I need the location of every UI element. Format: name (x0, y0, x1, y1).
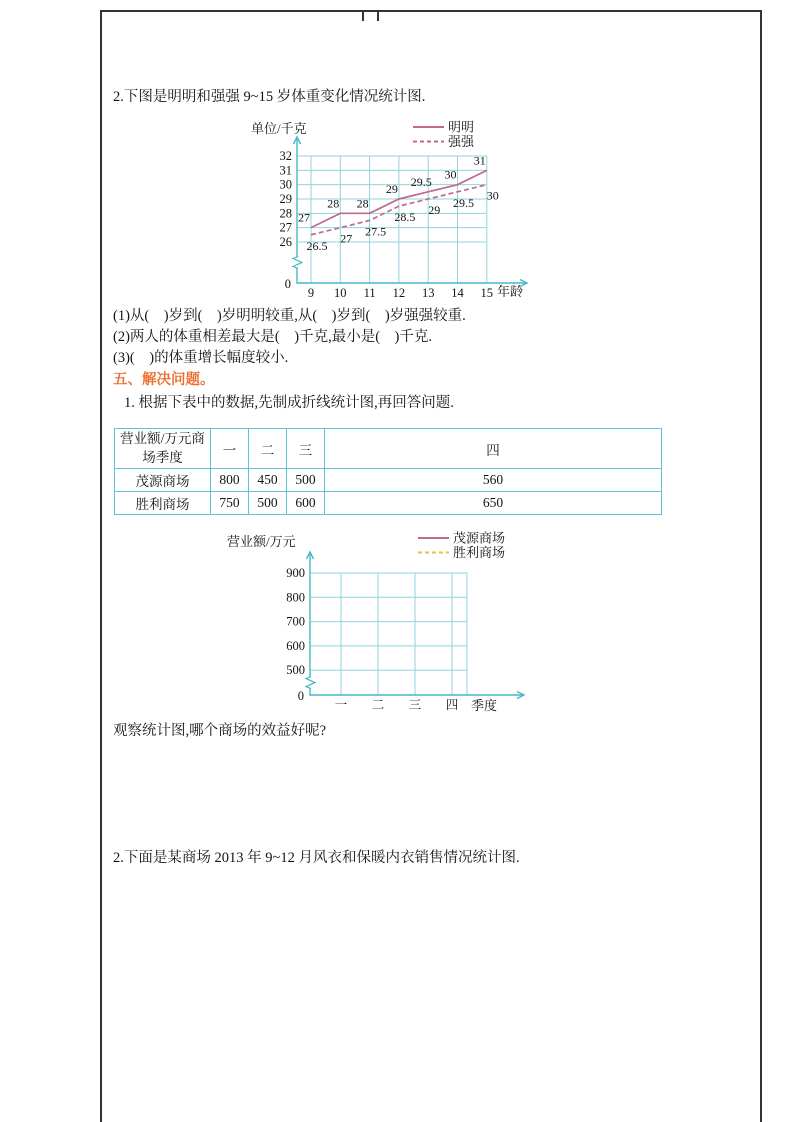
revenue-line-chart (227, 531, 524, 714)
axis-break-mark (306, 677, 315, 689)
page-border-mark (362, 11, 364, 21)
y-tick-label: 900 (286, 566, 305, 580)
y-tick-label: 30 (279, 177, 292, 192)
legend-label: 明明 (448, 119, 475, 135)
table-cell: 600 (287, 492, 325, 515)
legend-label: 胜利商场 (453, 545, 506, 560)
table-cell: 750 (211, 492, 249, 515)
x-tick-label: 15 (480, 286, 494, 300)
question2-intro: 2.下图是明明和强强 9~15 岁体重变化情况统计图. (113, 89, 426, 105)
y-axis-arrow (307, 552, 314, 559)
column-header-2: 二 (249, 429, 287, 469)
x-tick-label: 二 (371, 698, 385, 712)
y-tick-label: 32 (279, 149, 292, 163)
x-tick-label: 四 (445, 698, 459, 712)
y-axis-title: 营业额/万元 (227, 534, 296, 549)
y-tick-label: 500 (286, 663, 305, 678)
question2-sub1: (1)从( )岁到( )岁明明较重,从( )岁到( )岁强强较重. (113, 308, 466, 324)
table-corner-cell (115, 429, 211, 469)
table-cell: 800 (211, 469, 249, 492)
section5-q2: 2.下面是某商场 2013 年 9~12 月风衣和保暖内衣销售情况统计图. (113, 850, 520, 866)
point-label: 27 (298, 210, 310, 225)
point-label: 30 (486, 188, 499, 203)
origin-label: 0 (297, 689, 304, 703)
page-border-left (100, 10, 102, 1122)
point-label: 27 (340, 231, 353, 246)
point-label: 29 (428, 202, 441, 217)
x-axis-title: 年龄 (497, 284, 524, 299)
x-tick-label: 一 (334, 698, 348, 712)
axis-break-gap (295, 256, 299, 268)
table-cell: 500 (249, 492, 287, 515)
y-tick-label: 700 (286, 614, 305, 629)
legend-label: 茂源商场 (453, 530, 506, 546)
section5-q1: 1. 根据下表中的数据,先制成折线统计图,再回答问题. (124, 395, 454, 411)
page-border-right (760, 10, 762, 1122)
y-tick-label: 800 (286, 590, 305, 605)
revenue-table (114, 428, 662, 515)
page-border-top (100, 10, 762, 12)
table-header-row (115, 429, 662, 469)
corner-line1: 营业额/万元商 (120, 431, 205, 447)
table-cell: 450 (249, 469, 287, 492)
x-axis-arrow (517, 692, 524, 699)
table-cell: 560 (325, 469, 662, 492)
observe-question: 观察统计图,哪个商场的效益好呢? (113, 723, 327, 739)
axis-break-gap (308, 677, 312, 689)
origin-label: 0 (284, 277, 291, 291)
table-cell: 650 (325, 492, 662, 515)
y-tick-label: 600 (286, 638, 305, 653)
y-axis-title: 单位/千克 (251, 121, 307, 136)
x-axis-title: 季度 (471, 698, 498, 713)
series-line (311, 167, 487, 227)
x-tick-label: 14 (451, 286, 464, 300)
point-label: 28 (356, 196, 369, 211)
legend-label: 强强 (448, 134, 475, 149)
section5-heading: 五、解决问题。 (113, 372, 215, 388)
x-tick-label: 13 (421, 286, 435, 300)
point-label: 29.5 (410, 174, 432, 189)
x-tick-label: 三 (408, 698, 422, 712)
x-tick-label: 9 (307, 286, 315, 300)
point-label: 30 (444, 167, 457, 182)
x-tick-label: 10 (334, 286, 347, 300)
point-label: 29 (385, 181, 398, 196)
x-tick-label: 12 (392, 286, 406, 300)
x-tick-label: 11 (363, 286, 376, 300)
y-tick-label: 29 (279, 191, 292, 206)
weight-line-chart (251, 120, 527, 301)
y-axis-arrow (294, 137, 301, 144)
column-header-1: 一 (211, 429, 249, 469)
table-cell: 500 (287, 469, 325, 492)
axis-break-mark (293, 256, 302, 268)
x-axis-arrow (520, 280, 527, 287)
y-tick-label: 27 (279, 220, 292, 235)
corner-line2: 场季度 (142, 449, 183, 465)
table-row (115, 492, 662, 515)
y-tick-label: 28 (279, 206, 292, 221)
y-tick-label: 26 (279, 234, 292, 249)
page-border-mark (377, 11, 379, 21)
point-label: 31 (473, 153, 486, 168)
column-header-4: 四 (325, 429, 662, 469)
series-line (311, 185, 487, 235)
point-label: 27.5 (365, 224, 387, 239)
point-label: 28.5 (394, 210, 416, 225)
point-label: 26.5 (306, 238, 328, 253)
question2-sub3: (3)( )的体重增长幅度较小. (113, 350, 289, 366)
row-label: 茂源商场 (115, 469, 211, 492)
point-label: 29.5 (453, 195, 474, 210)
point-label: 28 (327, 196, 340, 211)
table-row (115, 469, 662, 492)
question2-sub2: (2)两人的体重相差最大是( )千克,最小是( )千克. (113, 329, 432, 345)
row-label: 胜利商场 (115, 492, 211, 515)
y-tick-label: 31 (279, 163, 292, 178)
column-header-3: 三 (287, 429, 325, 469)
